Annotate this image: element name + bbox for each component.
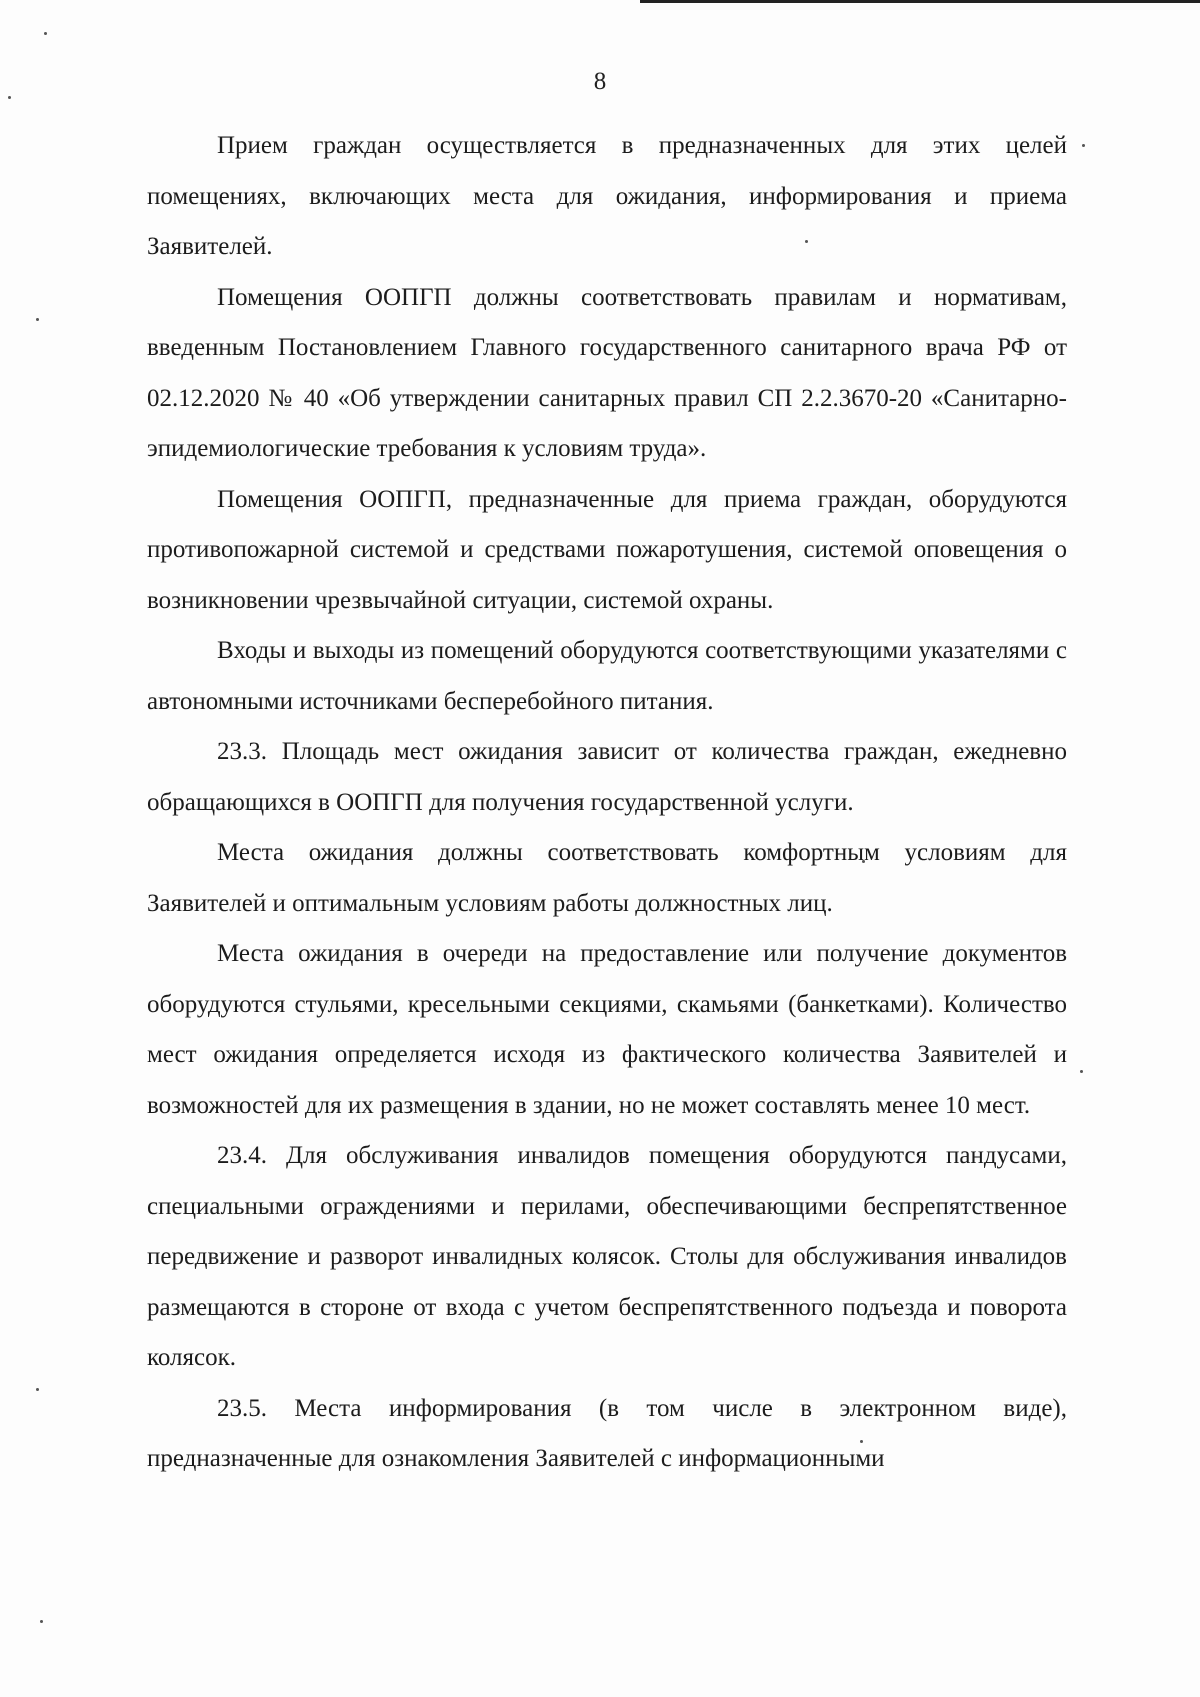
scan-speck bbox=[36, 1388, 39, 1391]
document-body bbox=[147, 121, 1067, 1485]
paragraph: Места ожидания должны соответствовать комфортным условиям для Заявителей и оптимальным условиям работы должностных лиц. bbox=[147, 839, 1067, 917]
scan-speck bbox=[40, 1620, 43, 1623]
paragraph: 23.4. Для обслуживания инвалидов помещения оборудуются пандусами, специальными ограждениями и перилами, обеспечивающими беспрепятственное передвижение и разворот инвалидных колясок. Столы для обслуживания инвалидов размещаются в стороне от входа с учетом беспрепятственного подъезда и поворота колясок. bbox=[147, 1142, 1067, 1371]
scan-speck bbox=[44, 32, 47, 35]
scan-speck bbox=[8, 96, 11, 99]
scan-speck bbox=[1080, 1070, 1083, 1073]
paragraph: 23.5. Места информирования (в том числе в электронном виде), предназначенные для ознакомления Заявителей с информационными bbox=[147, 1394, 1067, 1472]
paragraph: 23.3. Площадь мест ожидания зависит от количества граждан, ежедневно обращающихся в ООПГП для получения государственной услуги. bbox=[147, 738, 1067, 816]
paragraph: Прием граждан осуществляется в предназначенных для этих целей помещениях, включающих места для ожидания, информирования и приема Заявителей. bbox=[147, 132, 1067, 260]
page-number: 8 bbox=[593, 68, 607, 95]
scan-speck bbox=[1082, 144, 1085, 147]
paragraph: Помещения ООПГП должны соответствовать правилам и нормативам, введенным Постановлением Главного государственного санитарного врача РФ от 02.12.2020 № 40 «Об утверждении санитарных правил СП 2.2.3670-20 «Санитарно-эпидемиологические требования к условиям труда». bbox=[147, 283, 1067, 462]
paragraph: Входы и выходы из помещений оборудуются соответствующими указателями с автономными источниками бесперебойного питания. bbox=[147, 637, 1067, 715]
scan-speck bbox=[36, 318, 39, 321]
paragraph: Помещения ООПГП, предназначенные для приема граждан, оборудуются противопожарной системой и средствами пожаротушения, системой оповещения о возникновении чрезвычайной ситуации, системой охраны. bbox=[147, 485, 1067, 614]
paragraph: Места ожидания в очереди на предоставление или получение документов оборудуются стульями, кресельными секциями, скамьями (банкетками). Количество мест ожидания определяется исходя из фактического количества Заявителей и возможностей для их размещения в здании, но не может составлять менее 10 мест. bbox=[147, 940, 1067, 1119]
top-border-line bbox=[640, 0, 1200, 3]
